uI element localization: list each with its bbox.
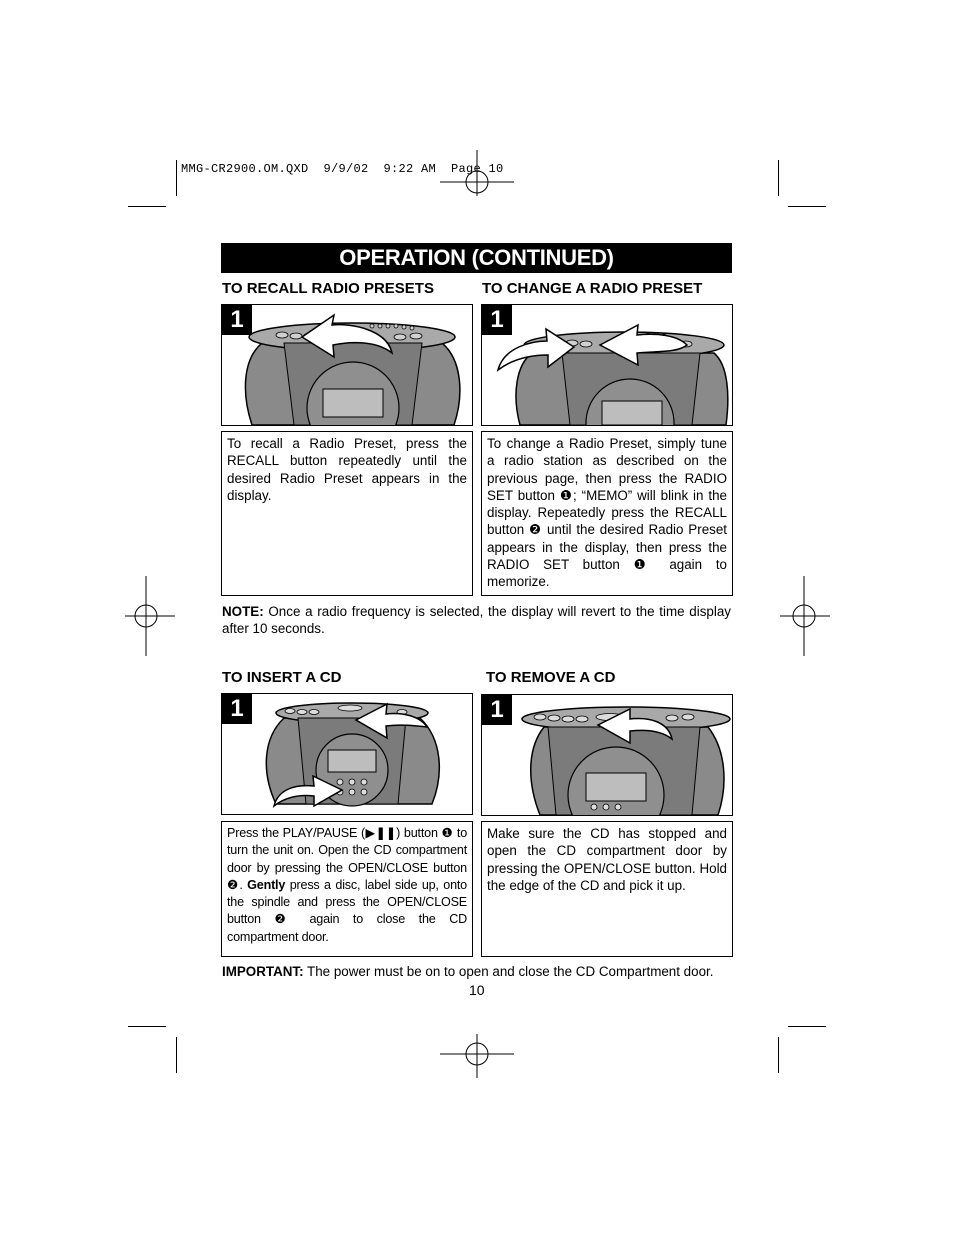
page-title: OPERATION (CONTINUED) xyxy=(221,243,732,273)
illustration-remove xyxy=(481,694,733,816)
registration-crosshair-icon xyxy=(436,1034,518,1078)
step-number: 1 xyxy=(222,694,252,724)
section-title-insert: TO INSERT A CD xyxy=(222,669,342,686)
instruction-text-recall: To recall a Radio Preset, press the RECALL button repeatedly until the desired Radio Preset appears in the display. xyxy=(221,431,473,596)
important-text: The power must be on to open and close the CD Compartment door. xyxy=(303,964,714,979)
illustration-insert xyxy=(221,693,473,815)
insert-text-a: Press the PLAY/PAUSE ( xyxy=(227,826,365,840)
step-number: 1 xyxy=(482,305,512,335)
note-label: NOTE: xyxy=(222,604,264,619)
step-number: 1 xyxy=(482,695,512,725)
step-number: 1 xyxy=(222,305,252,335)
instruction-text-remove: Make sure the CD has stopped and open the CD compartment door by pressing the OPEN/CLOSE button. Hold the edge of the CD and pick it up. xyxy=(481,821,733,957)
important-paragraph xyxy=(222,963,742,980)
insert-text-c: press a disc, label side up, onto the spindle and press the OPEN/CLOSE button ❷ again to close the CD compartment door. xyxy=(227,877,467,944)
registration-crosshair-icon xyxy=(125,576,175,656)
note-text: Once a radio frequency is selected, the display will revert to the time display after 10 seconds. xyxy=(222,604,731,637)
play-pause-icon: ▶❚❚ xyxy=(364,826,397,840)
illustration-change xyxy=(481,304,733,426)
instruction-text-insert xyxy=(221,821,473,957)
section-title-change: TO CHANGE A RADIO PRESET xyxy=(482,280,703,297)
section-title-recall: TO RECALL RADIO PRESETS xyxy=(222,280,434,297)
registration-crosshair-icon xyxy=(436,150,518,196)
illustration-recall xyxy=(221,304,473,426)
insert-text-gently: Gently xyxy=(247,877,286,892)
section-title-remove: TO REMOVE A CD xyxy=(486,669,616,686)
instruction-text-change: To change a Radio Preset, simply tune a radio station as described on the previous page, then press the RADIO SET button ❶; “MEMO” will blink in the display. Repeatedly press the RECALL button ❷ until the desired Radio Preset appears in the display, then press the RADIO SET button ❶ again to memorize. xyxy=(481,431,733,596)
registration-crosshair-icon xyxy=(780,576,830,656)
note-paragraph xyxy=(222,603,731,638)
insert-text-b: ) button ❶ to turn the unit on. Open the CD compartment door by pressing the OPEN/CLOSE button ❷. xyxy=(227,826,467,892)
important-label: IMPORTANT: xyxy=(222,964,304,979)
file-header: MMG-CR2900.OM.QXD 9/9/02 9:22 AM Page 10 xyxy=(181,162,504,176)
page-number: 10 xyxy=(469,982,485,998)
